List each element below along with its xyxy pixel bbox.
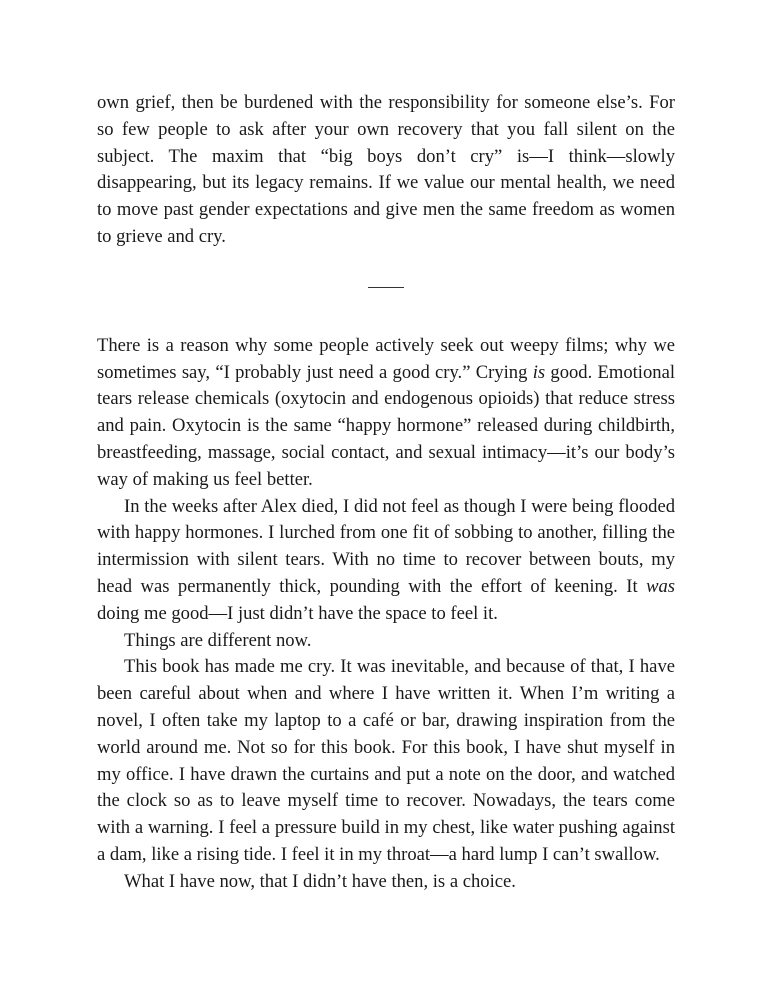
paragraph-choice: What I have now, that I didn’t have then, is a choice. <box>124 870 516 892</box>
emphasis-text: was <box>646 575 675 597</box>
paragraph-weeks-after <box>97 494 675 628</box>
paragraph-text: doing me good—I just didn’t have the space to feel it. <box>97 602 498 624</box>
emphasis-text: is <box>532 361 546 383</box>
paragraph-things-different: Things are different now. <box>124 629 312 651</box>
section-break <box>97 251 675 333</box>
paragraph-gender-grief: own grief, then be burdened with the responsibility for someone else’s. For so few people to ask after your own recovery that you fall silent on the subject. The maxim that “big boys don’t cry” is—I think—slowly disappearing, but its legacy remains. If we value our mental health, we need to move past gender expectations and give men the same freedom as women to grieve and cry. <box>97 92 675 247</box>
paragraph-crying-is-good <box>97 333 675 494</box>
paragraph-text: In the weeks after Alex died, I did not feel as though I were being flooded with happy hormones. I lurched from one fit of sobbing to another, filling the intermission with silent tears. With no time to recover between bouts, my head was permanently thick, pounding with the effort of keening. It <box>97 495 675 597</box>
paragraph-book-made-me-cry: This book has made me cry. It was inevitable, and because of that, I have been careful about when and where I have written it. When I’m writing a novel, I often take my laptop to a café or bar, drawing inspiration from the world around me. Not so for this book. For this book, I have shut myself in my office. I have drawn the curtains and put a note on the door, and watched the clock so as to leave myself time to recover. Nowadays, the tears come with a warning. I feel a pressure build in my chest, like water pushing against a dam, like a rising tide. I feel it in my throat—a hard lump I can’t swallow. <box>97 656 675 865</box>
paragraph-text: good. Emotional tears release chemicals (oxytocin and endogenous opioids) that reduce stress and pain. Oxytocin is the same “happy hormone” released during childbirth, breastfeeding, massage, social contact, and sexual intimacy—it’s our body’s way of making us feel better. <box>97 361 675 490</box>
section-break-rule <box>368 287 404 288</box>
paragraph-text: There is a reason why some people actively seek out weepy films; why we sometimes say, “I probably just need a good cry.” Crying <box>97 334 675 383</box>
page-body <box>97 90 675 896</box>
